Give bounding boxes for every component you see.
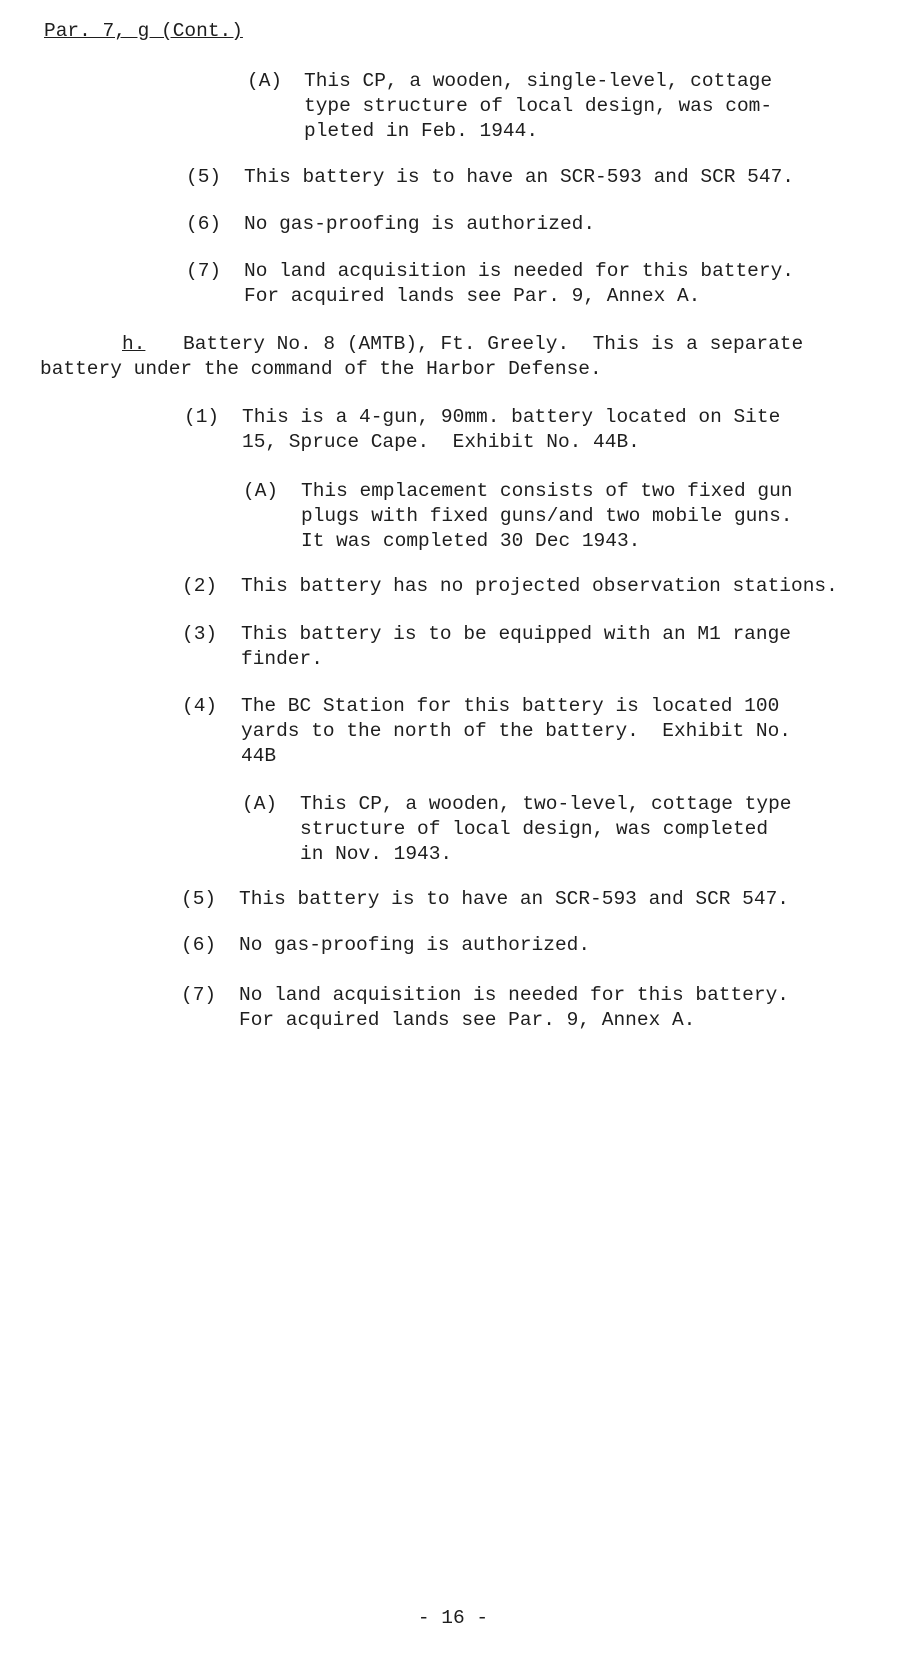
text-line: This battery has no projected observation stations. <box>241 575 838 597</box>
text-line: No gas-proofing is authorized. <box>244 213 596 235</box>
item-text <box>244 259 794 309</box>
item-marker: (6) <box>181 934 217 956</box>
text-line: 44B <box>241 745 277 767</box>
text-line: This emplacement consists of two fixed gun <box>301 480 793 502</box>
text-line: No land acquisition is needed for this battery. <box>239 984 789 1006</box>
section-h-heading <box>122 332 145 357</box>
item-text <box>241 694 791 769</box>
item-marker: (4) <box>182 695 218 717</box>
item-text <box>301 479 792 554</box>
paragraph-header: Par. 7, g (Cont.) <box>44 20 243 42</box>
text-line: No gas-proofing is authorized. <box>239 934 591 956</box>
text-line: This CP, a wooden, single-level, cottage <box>304 70 773 92</box>
text-line: The BC Station for this battery is located 100 <box>241 695 780 717</box>
item-marker: (3) <box>182 623 218 645</box>
section-marker: h. <box>122 333 146 355</box>
text-line: This battery is to have an SCR-593 and SCR 547. <box>239 888 789 910</box>
item-marker: (5) <box>186 166 222 188</box>
text-line: in Nov. 1943. <box>300 843 453 865</box>
section-h-line-1: Battery No. 8 (AMTB), Ft. Greely. This is a separate <box>183 333 804 355</box>
item-text <box>242 405 780 455</box>
text-line: pleted in Feb. 1944. <box>304 120 539 142</box>
section-h-line-2: battery under the command of the Harbor Defense. <box>40 358 602 380</box>
text-line: For acquired lands see Par. 9, Annex A. <box>239 1009 696 1031</box>
item-marker: (A) <box>243 480 279 502</box>
text-line: This battery is to be equipped with an M1 range <box>241 623 791 645</box>
item-text <box>304 69 772 144</box>
item-marker: (7) <box>181 984 217 1006</box>
item-text <box>239 983 789 1033</box>
text-line: type structure of local design, was com- <box>304 95 773 117</box>
text-line: yards to the north of the battery. Exhibit No. <box>241 720 791 742</box>
item-text <box>244 165 794 190</box>
text-line: For acquired lands see Par. 9, Annex A. <box>244 285 701 307</box>
text-line: 15, Spruce Cape. Exhibit No. 44B. <box>242 431 640 453</box>
text-line: finder. <box>241 648 323 670</box>
item-text <box>239 887 789 912</box>
text-line: It was completed 30 Dec 1943. <box>301 530 641 552</box>
text-line: This battery is to have an SCR-593 and SCR 547. <box>244 166 794 188</box>
item-marker: (A) <box>247 70 283 92</box>
text-line: plugs with fixed guns/and two mobile guns. <box>301 505 793 527</box>
text-line: structure of local design, was completed <box>300 818 769 840</box>
text-line: This CP, a wooden, two-level, cottage type <box>300 793 792 815</box>
item-text <box>241 574 838 599</box>
page-number: - 16 - <box>417 1607 489 1629</box>
text-line: This is a 4-gun, 90mm. battery located on Site <box>242 406 781 428</box>
item-text <box>300 792 791 867</box>
item-text <box>241 622 791 672</box>
text-line: No land acquisition is needed for this battery. <box>244 260 794 282</box>
item-marker: (5) <box>181 888 217 910</box>
item-marker: (6) <box>186 213 222 235</box>
item-text <box>244 212 595 237</box>
item-marker: (1) <box>184 406 220 428</box>
item-marker: (7) <box>186 260 222 282</box>
item-marker: (2) <box>182 575 218 597</box>
item-text <box>239 933 590 958</box>
item-marker: (A) <box>242 793 278 815</box>
